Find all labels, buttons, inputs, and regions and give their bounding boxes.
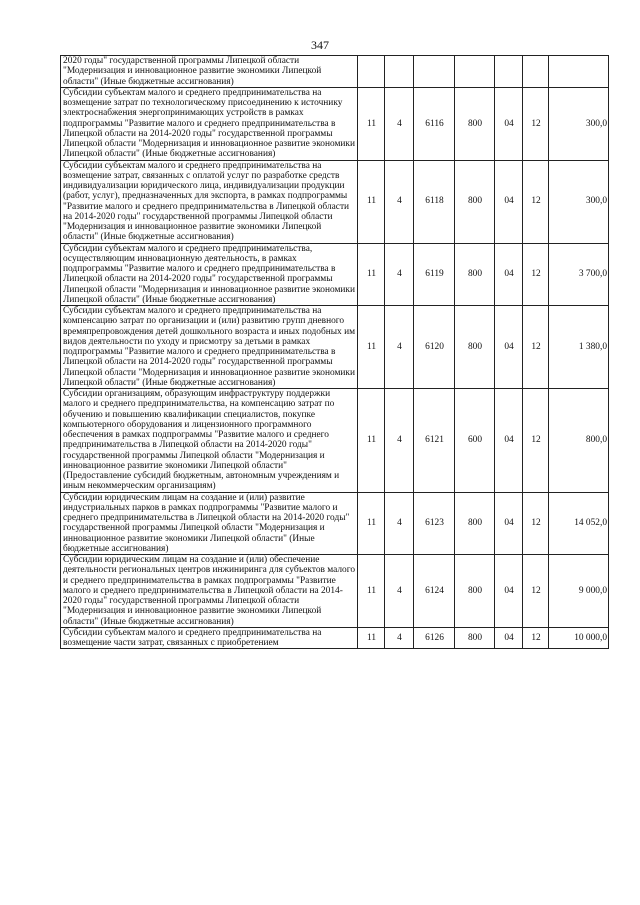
row-description: Субсидии субъектам малого и среднего предпринимательства на возмещение затрат, связанных с оплатой услуг по разработке средств индивидуализации юридического лица, индивидуализации продукции (работ, услуг), предназначенных для экспорта, в рамках подпрограммы "Развитие малого и среднего предпринимательства в Липецкой области на 2014-2020 годы" государственной программы Липецкой области "Модернизация и инновационное развитие экономики Липецкой области" (Иные бюджетные ассигнования) bbox=[61, 160, 358, 243]
section-code: 04 bbox=[495, 160, 523, 243]
target-article-code: 6126 bbox=[414, 627, 455, 649]
table-row bbox=[61, 627, 609, 649]
code-col-2: 4 bbox=[385, 87, 414, 160]
table-row bbox=[61, 306, 609, 389]
code-col-1 bbox=[358, 56, 385, 88]
amount: 800,0 bbox=[549, 389, 609, 493]
amount: 300,0 bbox=[549, 160, 609, 243]
code-col-2: 4 bbox=[385, 389, 414, 493]
section-code: 04 bbox=[495, 627, 523, 649]
amount bbox=[549, 56, 609, 88]
section-code: 04 bbox=[495, 87, 523, 160]
expense-type-code: 800 bbox=[455, 87, 495, 160]
row-description: Субсидии субъектам малого и среднего предпринимательства, осуществляющим инновационную деятельность, в рамках подпрограммы "Развитие малого и среднего предпринимательства в Липецкой области на 2014-2020 годы" государственной программы Липецкой области "Модернизация и инновационное развитие экономики Липецкой области" (Иные бюджетные ассигнования) bbox=[61, 243, 358, 306]
target-article-code: 6118 bbox=[414, 160, 455, 243]
subsection-code: 12 bbox=[523, 87, 549, 160]
row-description: 2020 годы" государственной программы Липецкой области "Модернизация и инновационное развитие экономики Липецкой области" (Иные бюджетные ассигнования) bbox=[61, 56, 358, 88]
target-article-code: 6123 bbox=[414, 492, 455, 555]
expense-type-code bbox=[455, 56, 495, 88]
subsection-code: 12 bbox=[523, 555, 549, 628]
code-col-1: 11 bbox=[358, 555, 385, 628]
row-description: Субсидии субъектам малого и среднего предпринимательства на возмещение части затрат, связанных с приобретением bbox=[61, 627, 358, 649]
expense-type-code: 800 bbox=[455, 306, 495, 389]
expense-type-code: 800 bbox=[455, 492, 495, 555]
code-col-2: 4 bbox=[385, 555, 414, 628]
table-row bbox=[61, 492, 609, 555]
target-article-code: 6120 bbox=[414, 306, 455, 389]
table-row bbox=[61, 243, 609, 306]
code-col-1: 11 bbox=[358, 160, 385, 243]
expense-type-code: 800 bbox=[455, 627, 495, 649]
subsection-code bbox=[523, 56, 549, 88]
table-row bbox=[61, 56, 609, 88]
subsection-code: 12 bbox=[523, 160, 549, 243]
section-code: 04 bbox=[495, 306, 523, 389]
expense-type-code: 800 bbox=[455, 243, 495, 306]
code-col-2: 4 bbox=[385, 627, 414, 649]
section-code bbox=[495, 56, 523, 88]
code-col-2: 4 bbox=[385, 160, 414, 243]
table-row bbox=[61, 87, 609, 160]
target-article-code bbox=[414, 56, 455, 88]
expense-type-code: 600 bbox=[455, 389, 495, 493]
target-article-code: 6116 bbox=[414, 87, 455, 160]
amount: 14 052,0 bbox=[549, 492, 609, 555]
amount: 1 380,0 bbox=[549, 306, 609, 389]
subsection-code: 12 bbox=[523, 389, 549, 493]
section-code: 04 bbox=[495, 492, 523, 555]
table-body bbox=[61, 56, 609, 649]
code-col-1: 11 bbox=[358, 389, 385, 493]
target-article-code: 6124 bbox=[414, 555, 455, 628]
row-description: Субсидии организациям, образующим инфраструктуру поддержки малого и среднего предпринимательства, на компенсацию затрат по обучению и повышению квалификации специалистов, покупке компьютерного оборудования и лицензионного программного обеспечения в рамках подпрограммы "Развитие малого и среднего предпринимательства в Липецкой области на 2014-2020 годы" государственной программы Липецкой области "Модернизация и инновационное развитие экономики Липецкой области" (Предоставление субсидий бюджетным, автономным учреждениям и иным некоммерческим организациям) bbox=[61, 389, 358, 493]
subsection-code: 12 bbox=[523, 306, 549, 389]
amount: 10 000,0 bbox=[549, 627, 609, 649]
target-article-code: 6121 bbox=[414, 389, 455, 493]
expense-type-code: 800 bbox=[455, 160, 495, 243]
subsection-code: 12 bbox=[523, 627, 549, 649]
code-col-2: 4 bbox=[385, 306, 414, 389]
target-article-code: 6119 bbox=[414, 243, 455, 306]
row-description: Субсидии субъектам малого и среднего предпринимательства на возмещение затрат по технологическому присоединению к источнику электроснабжения энергопринимающих устройств в рамках подпрограммы "Развитие малого и среднего предпринимательства в Липецкой области на 2014-2020 годы" государственной программы Липецкой области "Модернизация и инновационное развитие экономики Липецкой области" (Иные бюджетные ассигнования) bbox=[61, 87, 358, 160]
section-code: 04 bbox=[495, 243, 523, 306]
amount: 300,0 bbox=[549, 87, 609, 160]
code-col-2: 4 bbox=[385, 243, 414, 306]
code-col-1: 11 bbox=[358, 243, 385, 306]
budget-table bbox=[60, 55, 609, 649]
page-number: 347 bbox=[311, 38, 329, 52]
row-description: Субсидии юридическим лицам на создание и (или) развитие индустриальных парков в рамках подпрограммы "Развитие малого и среднего предпринимательства в Липецкой области на 2014-2020 годы" государственной программы Липецкой области "Модернизация и инновационное развитие экономики Липецкой области" (Иные бюджетные ассигнования) bbox=[61, 492, 358, 555]
amount: 3 700,0 bbox=[549, 243, 609, 306]
code-col-2 bbox=[385, 56, 414, 88]
code-col-2: 4 bbox=[385, 492, 414, 555]
code-col-1: 11 bbox=[358, 627, 385, 649]
expense-type-code: 800 bbox=[455, 555, 495, 628]
amount: 9 000,0 bbox=[549, 555, 609, 628]
section-code: 04 bbox=[495, 389, 523, 493]
section-code: 04 bbox=[495, 555, 523, 628]
row-description: Субсидии юридическим лицам на создание и (или) обеспечение деятельности региональных центров инжиниринга для субъектов малого и среднего предпринимательства в рамках подпрограммы "Развитие малого и среднего предпринимательства в Липецкой области на 2014-2020 годы" государственной программы Липецкой области "Модернизация и инновационное развитие экономики Липецкой области" (Иные бюджетные ассигнования) bbox=[61, 555, 358, 628]
subsection-code: 12 bbox=[523, 243, 549, 306]
table-row bbox=[61, 555, 609, 628]
code-col-1: 11 bbox=[358, 306, 385, 389]
subsection-code: 12 bbox=[523, 492, 549, 555]
code-col-1: 11 bbox=[358, 87, 385, 160]
row-description: Субсидии субъектам малого и среднего предпринимательства на компенсацию затрат по организации и (или) развитию групп дневного времяпрепровождения детей дошкольного возраста и иных подобных им видов деятельности по уходу и присмотру за детьми в рамках подпрограммы "Развитие малого и среднего предпринимательства в Липецкой области на 2014-2020 годы" государственной программы Липецкой области "Модернизация и инновационное развитие экономики Липецкой области" (Иные бюджетные ассигнования) bbox=[61, 306, 358, 389]
table-row bbox=[61, 160, 609, 243]
code-col-1: 11 bbox=[358, 492, 385, 555]
table-row bbox=[61, 389, 609, 493]
